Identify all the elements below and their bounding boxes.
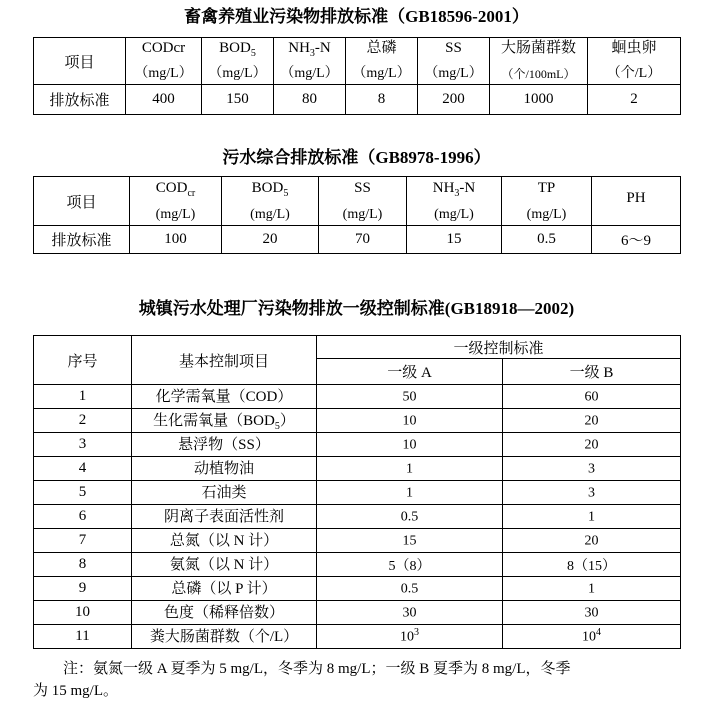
row-number-cell: 7 bbox=[34, 529, 132, 553]
table-row bbox=[34, 625, 681, 649]
table1-value-cell: 400 bbox=[126, 85, 202, 115]
table2-row-label: 排放标准 bbox=[34, 226, 130, 254]
grade-b-value-cell: 20 bbox=[503, 433, 681, 457]
table3-grade-b-header: 一级 B bbox=[503, 359, 681, 385]
table2-data-row bbox=[34, 226, 681, 254]
grade-a-value-cell: 1 bbox=[317, 457, 503, 481]
table1-row-label: 排放标准 bbox=[34, 85, 126, 115]
grade-a-value-cell: 0.5 bbox=[317, 577, 503, 601]
comprehensive-wastewater-standard-table bbox=[33, 176, 681, 254]
livestock-discharge-standard-table bbox=[33, 37, 681, 115]
grade-b-value-cell: 20 bbox=[503, 529, 681, 553]
item-cell: 动植物油 bbox=[132, 457, 317, 481]
grade-a-value-cell: 5（8） bbox=[317, 553, 503, 577]
table2-value-cell: 0.5 bbox=[502, 226, 592, 254]
table3-group-header: 一级控制标准 bbox=[317, 336, 681, 359]
row-number-cell: 4 bbox=[34, 457, 132, 481]
row-number-cell: 10 bbox=[34, 601, 132, 625]
table2-header-cell: $COD_{cr}$ (mg/L) bbox=[130, 177, 222, 226]
table2-header-cell: TP (mg/L) bbox=[502, 177, 592, 226]
row-number-cell: 5 bbox=[34, 481, 132, 505]
table-row bbox=[34, 409, 681, 433]
table3-col-no-header: 序号 bbox=[34, 336, 132, 385]
grade-b-value-cell: 3 bbox=[503, 481, 681, 505]
table-row bbox=[34, 601, 681, 625]
table2-value-cell: 6～9 bbox=[592, 226, 681, 254]
table-row bbox=[34, 481, 681, 505]
table2-value-cell: 15 bbox=[407, 226, 502, 254]
row-number-cell: 6 bbox=[34, 505, 132, 529]
item-cell: 石油类 bbox=[132, 481, 317, 505]
item-cell: 生化需氧量$(BOD_5)$ bbox=[132, 409, 317, 433]
table2-header-cell: PH bbox=[592, 177, 681, 226]
item-cell: 总磷（以 P 计） bbox=[132, 577, 317, 601]
row-number-cell: 1 bbox=[34, 385, 132, 409]
item-cell: 粪大肠菌群数（个/L） bbox=[132, 625, 317, 649]
table-row bbox=[34, 433, 681, 457]
table-row bbox=[34, 529, 681, 553]
grade-b-value-cell: 20 bbox=[503, 409, 681, 433]
table1-corner-cell: 项目 bbox=[34, 38, 126, 85]
table1-value-cell: 1000 bbox=[490, 85, 588, 115]
table2-header-row bbox=[34, 177, 681, 226]
item-cell: 氨氮（以 N 计） bbox=[132, 553, 317, 577]
table1-header-cell: $BOD_5$ （mg/L） bbox=[202, 38, 274, 85]
grade-b-value-cell: 3 bbox=[503, 457, 681, 481]
item-cell: 总氮（以 N 计） bbox=[132, 529, 317, 553]
table1-header-cell: 蛔虫卵 （个/L） bbox=[588, 38, 681, 85]
grade-a-value-cell: 50 bbox=[317, 385, 503, 409]
table3-grade-a-header: 一级 A bbox=[317, 359, 503, 385]
grade-b-value-cell: 30 bbox=[503, 601, 681, 625]
table2-value-cell: 20 bbox=[222, 226, 319, 254]
grade-a-value-cell: 0.5 bbox=[317, 505, 503, 529]
table2-corner-cell: 项目 bbox=[34, 177, 130, 226]
table1-value-cell: 200 bbox=[418, 85, 490, 115]
footnote bbox=[33, 658, 688, 702]
grade-b-value-cell: 60 bbox=[503, 385, 681, 409]
table1-header-cell: SS （mg/L） bbox=[418, 38, 490, 85]
footnote-line-1: 注：氨氮一级 A 夏季为 5 mg/L，冬季为 8 mg/L；一级 B 夏季为 8 mg/L，冬季 bbox=[63, 661, 571, 677]
grade-a-value-cell: 10 bbox=[317, 409, 503, 433]
item-cell: 阴离子表面活性剂 bbox=[132, 505, 317, 529]
table1-header-row bbox=[34, 38, 681, 85]
item-cell: 悬浮物（SS） bbox=[132, 433, 317, 457]
grade-a-value-cell: 10 bbox=[317, 433, 503, 457]
table1-value-cell: 2 bbox=[588, 85, 681, 115]
table2-value-cell: 100 bbox=[130, 226, 222, 254]
row-number-cell: 8 bbox=[34, 553, 132, 577]
table-row bbox=[34, 385, 681, 409]
table1-header-cell: 总磷 （mg/L） bbox=[346, 38, 418, 85]
grade-a-value-cell: 1 bbox=[317, 481, 503, 505]
table1-data-row bbox=[34, 85, 681, 115]
table1-value-cell: 8 bbox=[346, 85, 418, 115]
row-number-cell: 3 bbox=[34, 433, 132, 457]
table1-header-cell: CODcr （mg/L） bbox=[126, 38, 202, 85]
table1-header-cell: $NH_3-N$ （mg/L） bbox=[274, 38, 346, 85]
table2-header-cell: $BOD_5$ (mg/L) bbox=[222, 177, 319, 226]
table2-value-cell: 70 bbox=[319, 226, 407, 254]
table3-title: 城镇污水处理厂污染物排放一级控制标准(GB18918—2002) bbox=[138, 299, 575, 318]
grade-b-value-cell: 1 bbox=[503, 577, 681, 601]
row-number-cell: 2 bbox=[34, 409, 132, 433]
table1-value-cell: 150 bbox=[202, 85, 274, 115]
grade-b-value-cell: 1 bbox=[503, 505, 681, 529]
table1-title: 畜禽养殖业污染物排放标准（GB18596-2001） bbox=[184, 7, 529, 26]
table1-header-cell: 大肠菌群数 （个/100mL） bbox=[490, 38, 588, 85]
urban-sewage-plant-standard-table bbox=[33, 335, 681, 649]
table3-header-row-top bbox=[34, 336, 681, 359]
grade-a-value-cell: 15 bbox=[317, 529, 503, 553]
table1-value-cell: 80 bbox=[274, 85, 346, 115]
grade-a-value-cell: $10^3$ bbox=[317, 625, 503, 649]
table-row bbox=[34, 505, 681, 529]
table-row bbox=[34, 457, 681, 481]
table2-title: 污水综合排放标准（GB8978-1996） bbox=[222, 148, 491, 167]
table-row bbox=[34, 577, 681, 601]
table3-col-item-header: 基本控制项目 bbox=[132, 336, 317, 385]
row-number-cell: 11 bbox=[34, 625, 132, 649]
item-cell: 色度（稀释倍数） bbox=[132, 601, 317, 625]
item-cell: 化学需氧量（COD） bbox=[132, 385, 317, 409]
table2-header-cell: $NH_3-N$ (mg/L) bbox=[407, 177, 502, 226]
grade-b-value-cell: 8（15） bbox=[503, 553, 681, 577]
grade-a-value-cell: 30 bbox=[317, 601, 503, 625]
grade-b-value-cell: $10^4$ bbox=[503, 625, 681, 649]
table-row bbox=[34, 553, 681, 577]
row-number-cell: 9 bbox=[34, 577, 132, 601]
footnote-line-2: 为 15 mg/L。 bbox=[33, 683, 118, 699]
table2-header-cell: SS (mg/L) bbox=[319, 177, 407, 226]
